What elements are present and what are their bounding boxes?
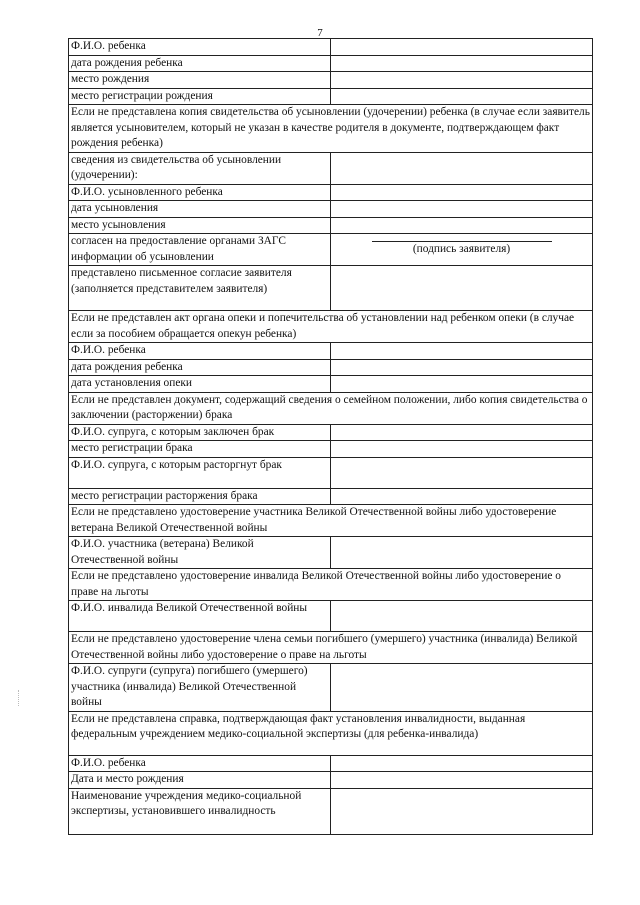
section-header-text: Если не представлен документ, содержащий сведения о семейном положении, либо копия свидетельства о заключении (расторжении) брака xyxy=(69,392,593,424)
form-row xyxy=(69,217,593,234)
section-header-text: Если не представлен акт органа опеки и попечительства об установлении над ребенком опеки (в случае если за пособием обращается опекун ребенка) xyxy=(69,311,593,343)
field-label: Ф.И.О. супруга, с которым расторгнут брак xyxy=(69,457,331,488)
field-label: Ф.И.О. ребенка xyxy=(69,755,331,772)
form-row xyxy=(69,664,593,712)
field-value[interactable] xyxy=(331,201,593,218)
form-row xyxy=(69,88,593,105)
field-label: Ф.И.О. ребенка xyxy=(69,39,331,56)
signature-caption: (подпись заявителя) xyxy=(412,243,511,255)
form-row xyxy=(69,184,593,201)
field-label: дата усыновления xyxy=(69,201,331,218)
field-label: место регистрации расторжения брака xyxy=(69,488,331,505)
field-label: Ф.И.О. участника (ветерана) Великой Отечественной войны xyxy=(69,537,331,569)
section-header-text: Если не представлено удостоверение участника Великой Отечественной войны либо удостоверение ветерана Великой Отечественной войны xyxy=(69,505,593,537)
field-value[interactable] xyxy=(331,424,593,441)
field-label: дата установления опеки xyxy=(69,376,331,393)
field-label: Дата и место рождения xyxy=(69,772,331,789)
section-header-row xyxy=(69,505,593,537)
field-value[interactable] xyxy=(331,55,593,72)
signature-field[interactable] xyxy=(331,234,593,266)
field-value[interactable] xyxy=(331,266,593,311)
field-label: Ф.И.О. ребенка xyxy=(69,343,331,360)
field-value[interactable] xyxy=(331,72,593,89)
section-header-row xyxy=(69,311,593,343)
form-row xyxy=(69,39,593,56)
field-value[interactable] xyxy=(331,457,593,488)
section-header-text: Если не представлено удостоверение члена семьи погибшего (умершего) участника (инвалида) Великой Отечественной войны либо удостоверение о праве на льготы xyxy=(69,632,593,664)
form-row xyxy=(69,152,593,184)
section-header-row xyxy=(69,569,593,601)
field-label: место регистрации рождения xyxy=(69,88,331,105)
field-label: представлено письменное согласие заявителя (заполняется представителем заявителя) xyxy=(69,266,331,311)
field-value[interactable] xyxy=(331,664,593,712)
field-label: место рождения xyxy=(69,72,331,89)
field-value[interactable] xyxy=(331,217,593,234)
form-row xyxy=(69,72,593,89)
section-header-text: Если не представлена копия свидетельства об усыновлении (удочерении) ребенка (в случае если заявитель является усыновителем, который не указан в качестве родителя в документе, подтверждающем факт рождения ребенка) xyxy=(69,105,593,153)
form-row xyxy=(69,788,593,834)
section-header-row xyxy=(69,632,593,664)
form-row xyxy=(69,55,593,72)
form-row xyxy=(69,359,593,376)
field-label: Ф.И.О. усыновленного ребенка xyxy=(69,184,331,201)
form-row xyxy=(69,457,593,488)
form-row xyxy=(69,755,593,772)
field-value[interactable] xyxy=(331,184,593,201)
section-header-text: Если не представлено удостоверение инвалида Великой Отечественной войны либо удостоверение о праве на льготы xyxy=(69,569,593,601)
field-label: согласен на предоставление органами ЗАГС информации об усыновлении xyxy=(69,234,331,266)
application-form-table xyxy=(68,38,593,835)
field-label: дата рождения ребенка xyxy=(69,55,331,72)
field-label: Ф.И.О. инвалида Великой Отечественной войны xyxy=(69,601,331,632)
field-value[interactable] xyxy=(331,788,593,834)
field-label: место регистрации брака xyxy=(69,441,331,458)
page-number: 7 xyxy=(317,27,323,39)
form-row xyxy=(69,234,593,266)
field-label: место усыновления xyxy=(69,217,331,234)
field-value[interactable] xyxy=(331,359,593,376)
form-row xyxy=(69,488,593,505)
section-header-row xyxy=(69,105,593,153)
section-header-row xyxy=(69,392,593,424)
field-value[interactable] xyxy=(331,88,593,105)
field-value[interactable] xyxy=(331,376,593,393)
field-value[interactable] xyxy=(331,441,593,458)
form-table-body xyxy=(69,39,593,835)
field-value[interactable] xyxy=(331,537,593,569)
form-row xyxy=(69,537,593,569)
section-header-row xyxy=(69,711,593,755)
field-label: дата рождения ребенка xyxy=(69,359,331,376)
form-row xyxy=(69,772,593,789)
field-value[interactable] xyxy=(331,488,593,505)
form-row xyxy=(69,376,593,393)
field-value[interactable] xyxy=(331,152,593,184)
field-label: Наименование учреждения медико-социальной экспертизы, установившего инвалидность xyxy=(69,788,331,834)
form-row xyxy=(69,441,593,458)
section-header-text: Если не представлена справка, подтверждающая факт установления инвалидности, выданная федеральным учреждением медико-социальной экспертизы (для ребенка-инвалида) xyxy=(69,711,593,755)
field-value[interactable] xyxy=(331,39,593,56)
field-value[interactable] xyxy=(331,601,593,632)
form-row xyxy=(69,201,593,218)
form-row xyxy=(69,424,593,441)
form-row xyxy=(69,266,593,311)
field-value[interactable] xyxy=(331,343,593,360)
field-label: сведения из свидетельства об усыновлении (удочерении): xyxy=(69,152,331,184)
field-label: Ф.И.О. супруга, с которым заключен брак xyxy=(69,424,331,441)
field-value[interactable] xyxy=(331,772,593,789)
field-label: Ф.И.О. супруги (супруга) погибшего (умершего) участника (инвалида) Великой Отечественной войны xyxy=(69,664,331,712)
form-row xyxy=(69,343,593,360)
field-value[interactable] xyxy=(331,755,593,772)
form-row xyxy=(69,601,593,632)
scan-artifact xyxy=(18,690,19,706)
